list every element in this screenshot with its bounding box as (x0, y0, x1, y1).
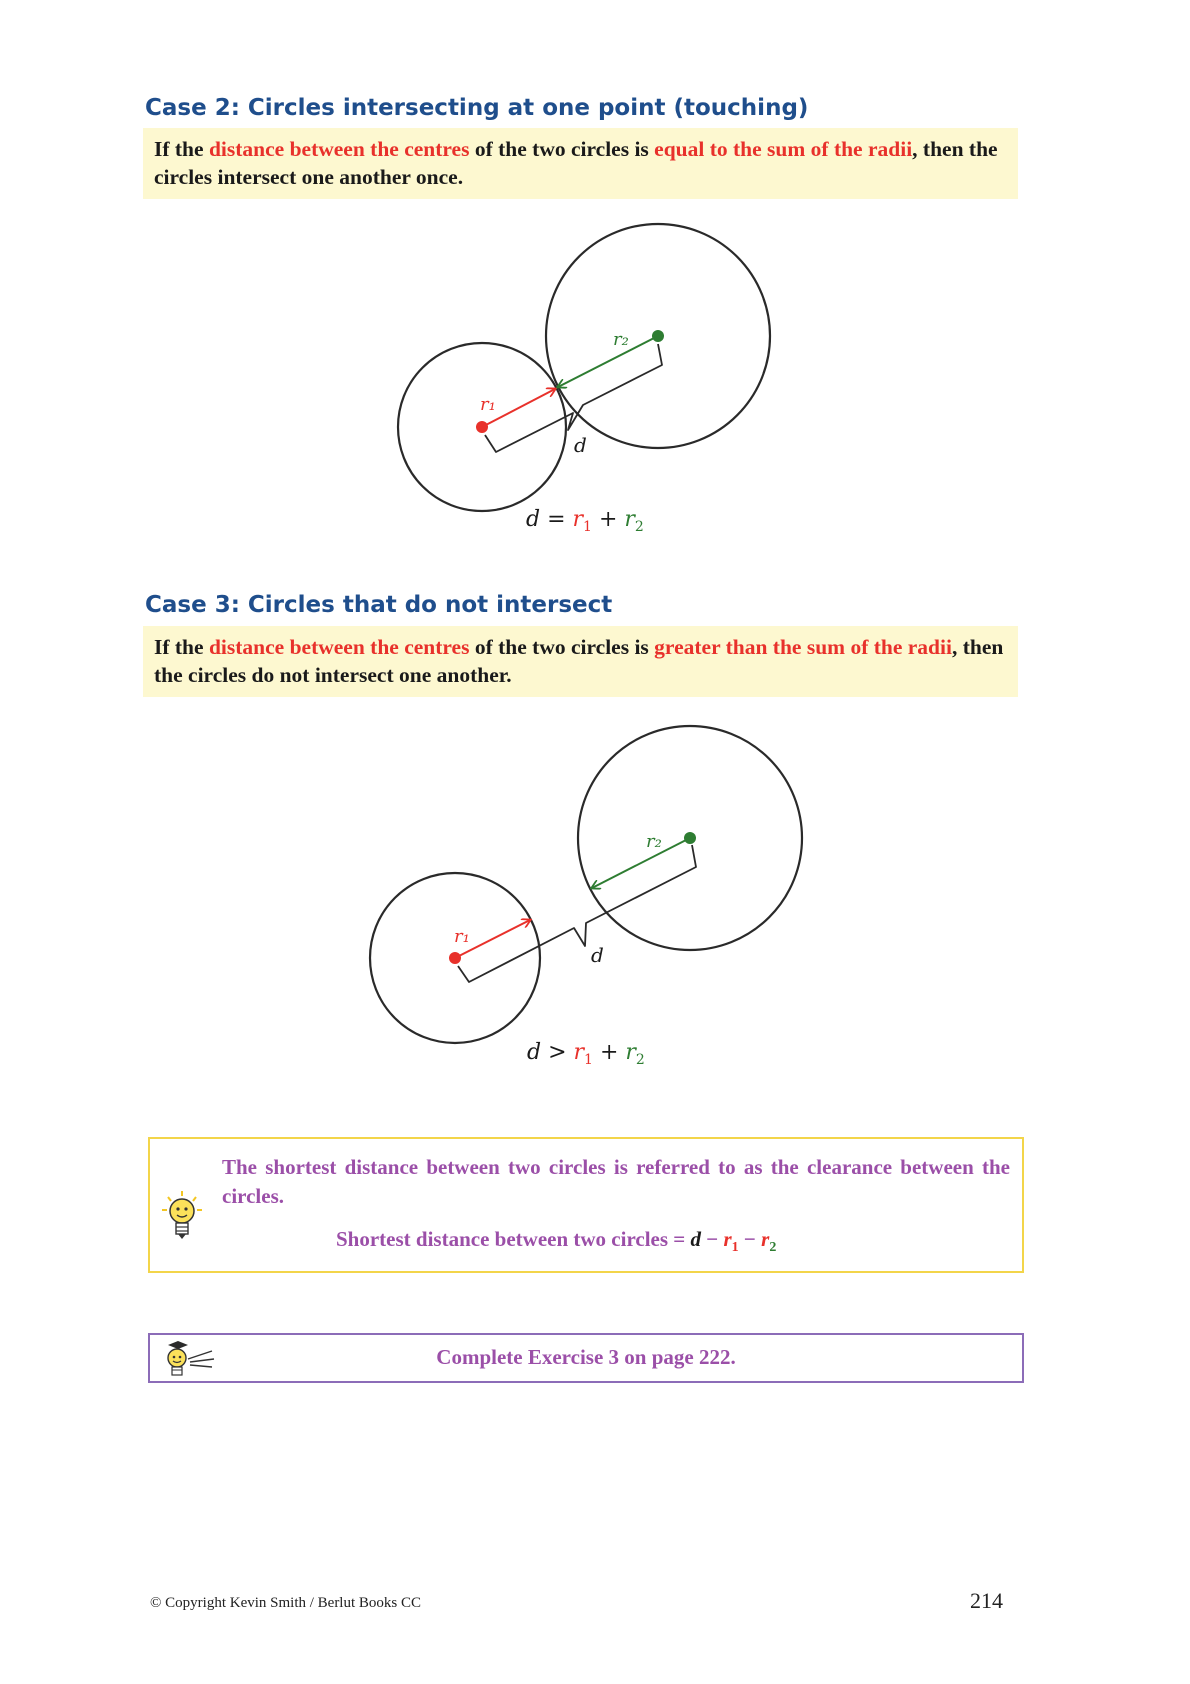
lightbulb-icon (160, 1189, 204, 1245)
page-number: 214 (970, 1588, 1003, 1613)
case2-label-r2: r₂ (613, 329, 629, 350)
case2-formula-op: = (540, 507, 573, 532)
clearance-formula-minus: − (738, 1227, 762, 1251)
clearance-note-box (148, 1137, 1024, 1273)
case3-heading: Case 3: Circles that do not intersect (145, 592, 613, 618)
case3-formula-d: d (527, 1040, 542, 1065)
case2-formula-sub2: 2 (634, 519, 644, 535)
case3-centre1 (449, 952, 461, 964)
case3-callout-text: If the (154, 635, 209, 659)
case2-label-r1: r₁ (480, 394, 496, 415)
case3-d-brace (458, 845, 696, 982)
case2-callout-text: If the (154, 137, 209, 161)
case2-formula-r2: r (624, 507, 635, 532)
clearance-formula-minus: − (701, 1227, 724, 1251)
case3-formula-r2: r (625, 1040, 636, 1065)
case2-callout-highlight-distance: distance between the centres (208, 137, 470, 161)
case2-callout-text: of the two circles is (469, 137, 655, 161)
case3-callout-text: of the two circles is (469, 635, 655, 659)
case2-heading: Case 2: Circles intersecting at one point (touching) (145, 95, 809, 121)
case3-formula-op: > (541, 1040, 574, 1065)
case3-label-r1: r₁ (454, 926, 470, 947)
clearance-note-text: The shortest distance between two circles is referred to as the clearance between the circles. (222, 1155, 1010, 1208)
case3-radius2-arrow (592, 838, 690, 888)
case3-label-d: d (591, 943, 604, 967)
clearance-formula-d: d (690, 1227, 702, 1251)
case3-callout-text: , then the circles do not intersect one another. (154, 635, 1004, 687)
case3-centre2 (684, 832, 696, 844)
clearance-formula-r1: r (723, 1227, 732, 1251)
clearance-formula-r2: r (761, 1227, 770, 1251)
case3-formula-r1: r (573, 1040, 585, 1065)
case3-callout-highlight-condition: greater than the sum of the radii (654, 635, 952, 659)
clearance-formula (336, 1227, 776, 1256)
case3-label-r2: r₂ (646, 831, 662, 852)
case3-formula (527, 1040, 645, 1068)
clearance-formula-sub1: 1 (731, 1240, 739, 1255)
exercise-text: Complete Exercise 3 on page 222. (436, 1345, 736, 1369)
clearance-formula-label: Shortest distance between two circles = (336, 1227, 691, 1251)
case2-callout-highlight-condition: equal to the sum of the radii (654, 137, 913, 161)
footer-copyright: © Copyright Kevin Smith / Berlut Books CC (150, 1595, 421, 1611)
case2-formula-d: d (526, 507, 541, 532)
case2-formula-plus: + (591, 507, 625, 532)
case3-formula-plus: + (592, 1040, 626, 1065)
case2-label-d: d (574, 433, 587, 457)
case3-formula-sub2: 2 (635, 1052, 645, 1068)
case2-callout-text: , then the circles intersect one another once. (154, 137, 998, 189)
case3-formula-sub1: 1 (584, 1052, 593, 1068)
case2-formula-r1: r (572, 507, 584, 532)
clearance-formula-sub2: 2 (769, 1240, 777, 1255)
case2-formula-sub1: 1 (583, 519, 592, 535)
exercise-box (148, 1333, 1024, 1383)
case3-callout-highlight-distance: distance between the centres (208, 635, 470, 659)
